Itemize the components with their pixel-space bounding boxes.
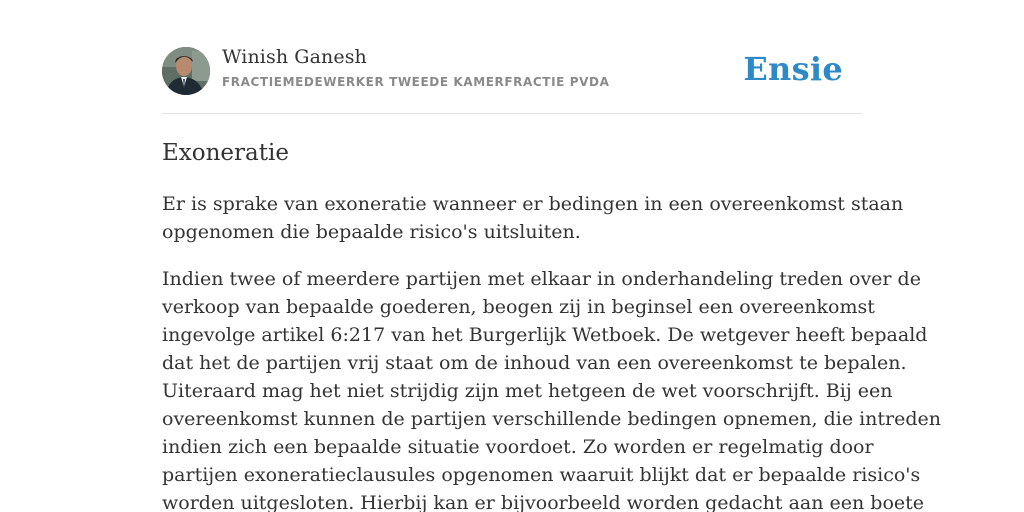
author-role: FRACTIEMEDEWERKER TWEEDE KAMERFRACTIE PVDA (222, 75, 610, 89)
text-line: opgenomen die bepaalde risico's uitsluiten. (162, 221, 581, 243)
content-column (162, 0, 942, 512)
paragraph (162, 190, 904, 246)
avatar-photo (162, 47, 210, 95)
author-name[interactable]: Winish Ganesh (222, 46, 367, 68)
author-avatar[interactable] (162, 47, 210, 95)
text-line: indien zich een bepaalde situatie voordoet. Zo worden er regelmatig door (162, 436, 874, 458)
article-body (162, 190, 942, 512)
text-line: worden uitgesloten. Hierbij kan er bijvoorbeeld worden gedacht aan een boete (162, 492, 925, 512)
article-title: Exoneratie (162, 140, 289, 166)
text-line: Er is sprake van exoneratie wanneer er bedingen in een overeenkomst staan (162, 193, 904, 215)
text-line: Indien twee of meerdere partijen met elkaar in onderhandeling treden over de (162, 268, 921, 290)
text-line: partijen exoneratieclausules opgenomen waaruit blijkt dat er bepaalde risico's (162, 464, 921, 486)
ensie-logo-link[interactable]: Ensie (743, 50, 843, 88)
article-header (162, 0, 862, 114)
text-line: Uiteraard mag het niet strijdig zijn met hetgeen de wet voorschrijft. Bij een (162, 380, 893, 402)
text-line: overeenkomst kunnen de partijen verschillende bedingen opnemen, die intreden (162, 408, 942, 430)
text-line: dat het de partijen vrij staat om de inhoud van een overeenkomst te bepalen. (162, 352, 907, 374)
text-line: ingevolge artikel 6:217 van het Burgerlijk Wetboek. De wetgever heeft bepaald (162, 324, 928, 346)
text-line: verkoop van bepaalde goederen, beogen zij in beginsel een overeenkomst (162, 296, 875, 318)
paragraph (162, 265, 942, 512)
